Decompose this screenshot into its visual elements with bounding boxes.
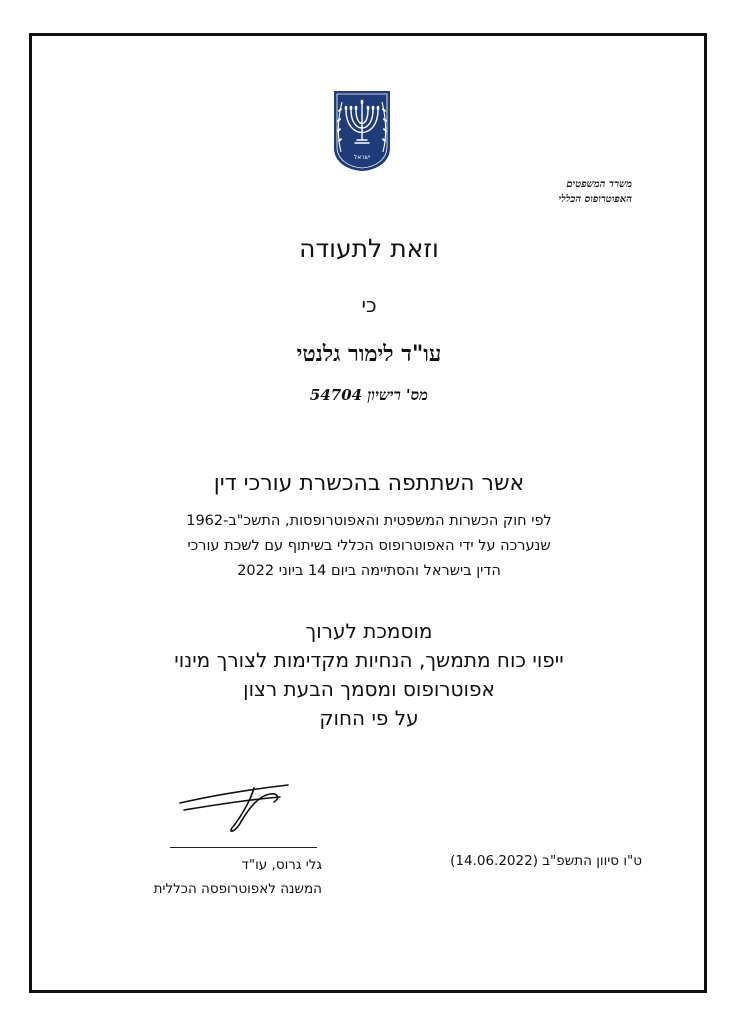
authorization-line: על פי החוק <box>319 706 419 730</box>
authorization-line: אפוטרופוס ומסמך הבעת רצון <box>243 677 495 701</box>
participation-statement: אשר השתתפה בהכשרת עורכי דין <box>213 471 525 496</box>
signer-title: המשנה לאפוטרופסה הכללית <box>153 881 322 897</box>
department-name: האפוטרופוס הכללי <box>558 194 632 205</box>
emblem-text: ישראל <box>353 154 371 161</box>
handwritten-signature <box>170 770 320 840</box>
recipient-name: עו"ד לימור גלנטי <box>296 341 442 367</box>
authorization-line: מוסמכת לערוך <box>305 619 433 643</box>
authorization-block <box>69 617 669 733</box>
signature-line <box>170 847 317 848</box>
details-line: לפי חוק הכשרות המשפטית והאפוטרופסות, התשכ"ב-1962 <box>186 513 552 529</box>
details-line: שנערכה על ידי האפוטרופוס הכללי בשיתוף עם לשכת עורכי <box>187 538 551 554</box>
training-details <box>69 509 669 584</box>
israel-emblem-icon <box>333 90 391 172</box>
ministry-header <box>468 177 632 207</box>
certificate-ki: כי <box>361 293 377 317</box>
ministry-name: משרד המשפטים <box>566 179 632 190</box>
issue-date: ט"ו סיוון התשפ"ב (14.06.2022) <box>450 853 642 869</box>
certificate-title: וזאת לתעודה <box>299 234 439 263</box>
authorization-line: ייפוי כוח מתמשך, הנחיות מקדימות לצורך מינוי <box>174 648 564 672</box>
signer-name: גלי גרוס, עו"ד <box>241 857 322 873</box>
signer-block <box>100 853 322 901</box>
details-line: הדין בישראל והסתיימה ביום 14 ביוני 2022 <box>237 563 501 579</box>
license-number: מס' רישיון 54704 <box>309 386 429 404</box>
